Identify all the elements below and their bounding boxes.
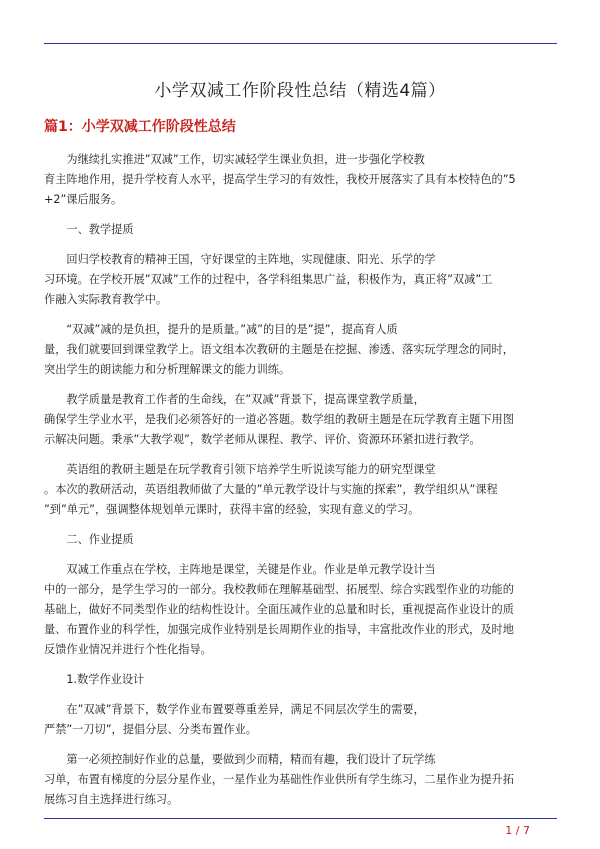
document-title: 小学双减工作阶段性总结（精选4篇） <box>154 81 446 101</box>
text-line: 育主阵地作用，提升学校育人水平，提高学生学习的有效性，我校开展落实了具有本校特色的”5 <box>44 173 516 186</box>
section-title: 篇1：小学双减工作阶段性总结 <box>44 119 236 135</box>
text-line: 英语组的教研主题是在玩学教育引领下培养学生听说读写能力的研究型课堂 <box>66 463 436 476</box>
page-number: 1 / 7 <box>505 824 530 837</box>
section-heading <box>44 530 557 550</box>
text-line: +2”课后服务。 <box>44 193 123 206</box>
text-line: 中的一部分，是学生学习的一部分。我校教师在理解基础型、拓展型、综合实践型作业的功能的 <box>44 583 514 596</box>
text-line: 在”双减”背景下，数学作业布置要尊重差异，满足不同层次学生的需要， <box>66 703 425 716</box>
text-line: 量，我们就要回到课堂教学上。语文组本次教研的主题是在挖掘、渗透、落实玩学理念的同时， <box>44 343 514 356</box>
document-body <box>44 150 557 820</box>
text-line: 反馈作业情况并进行个性化指导。 <box>44 643 212 656</box>
text-line: 为继续扎实推进”双减”工作，切实减轻学生课业负担，进一步强化学校教 <box>66 153 425 166</box>
paragraph <box>44 560 557 660</box>
text-line: 回归学校教育的精神王国，守好课堂的主阵地，实现健康、阳光、乐学的学 <box>66 253 436 266</box>
text-line: 第一必须控制好作业的总量，要做到少而精，精而有趣，我们设计了玩学练 <box>66 753 436 766</box>
text-line: 双减工作重点在学校，主阵地是课堂，关键是作业。作业是单元教学设计当 <box>66 563 436 576</box>
text-line: 二、作业提质 <box>66 533 134 546</box>
text-line: 教学质量是教育工作者的生命线，在”双减”背景下，提高课堂教学质量， <box>66 393 425 406</box>
subsection-heading <box>44 670 557 690</box>
paragraph <box>44 150 557 210</box>
text-line: 量、布置作业的科学性，加强完成作业特别是长周期作业的指导，丰富批改作业的形式，及时地 <box>44 623 514 636</box>
text-line: 作融入实际教育教学中。 <box>44 293 168 306</box>
paragraph <box>44 390 557 450</box>
text-line: 1.数学作业设计 <box>66 673 145 686</box>
text-line: ”到”单元”，强调整体规划单元课时，获得丰富的经验，实现有意义的学习。 <box>44 503 420 516</box>
text-line: 一、教学提质 <box>66 223 134 236</box>
header-rule <box>44 43 557 44</box>
text-line: 。本次的教研活动，英语组教师做了大量的”单元教学设计与实施的探索”，教学组织从”课程 <box>44 483 498 496</box>
text-line: “双减”减的是负担，提升的是质量。”减”的目的是”提”，提高育人质 <box>66 323 398 336</box>
text-line: 严禁”一刀切”，提倡分层、分类布置作业。 <box>44 723 257 736</box>
section-heading <box>44 220 557 240</box>
text-line: 习单，布置有梯度的分层分星作业，一星作业为基础性作业供所有学生练习，二星作业为提升拓 <box>44 773 514 786</box>
text-line: 展练习自主选择进行练习。 <box>44 793 179 806</box>
paragraph <box>44 700 557 740</box>
text-line: 示解决问题。秉承”大教学观”，数学老师从课程、教学、评价、资源环环紧扣进行教学。 <box>44 433 481 446</box>
text-line: 习环境。在学校开展”双减”工作的过程中，各学科组集思广益，积极作为，真正将”双减”工 <box>44 273 493 286</box>
footer-rule <box>44 818 557 819</box>
paragraph <box>44 320 557 380</box>
paragraph <box>44 750 557 810</box>
text-line: 基础上，做好不同类型作业的结构性设计。全面压减作业的总量和时长，重视提高作业设计的质 <box>44 603 514 616</box>
paragraph <box>44 250 557 310</box>
text-line: 确保学生学业水平，是我们必须答好的一道必答题。数学组的教研主题是在玩学教育主题下用图 <box>44 413 514 426</box>
paragraph <box>44 460 557 520</box>
text-line: 突出学生的朗读能力和分析理解课文的能力训练。 <box>44 363 291 376</box>
